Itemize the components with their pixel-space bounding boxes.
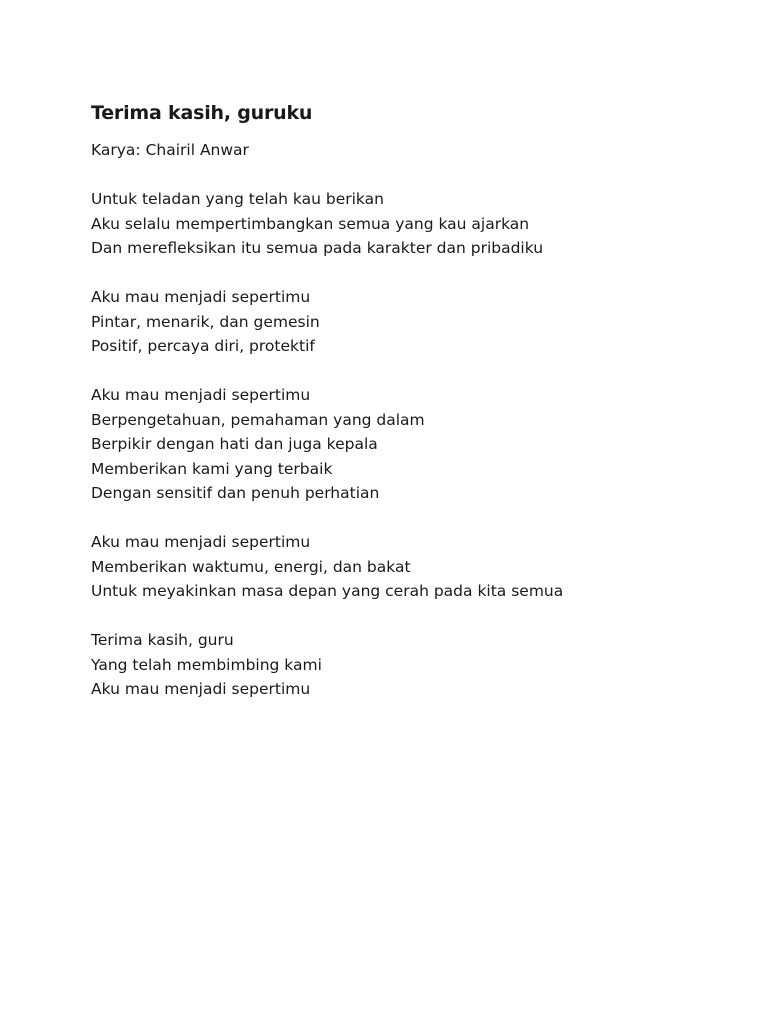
poem-line: Dan merefleksikan itu semua pada karakter dan pribadiku: [91, 239, 544, 257]
poem-line: Aku selalu mempertimbangkan semua yang kau ajarkan: [91, 214, 530, 233]
stanza-4: [91, 530, 768, 604]
poem-line: Berpikir dengan hati dan juga kepala: [91, 435, 378, 453]
poem-line: Yang telah membimbing kami: [91, 655, 322, 674]
poem-line: Berpengetahuan, pemahaman yang dalam: [91, 410, 425, 429]
stanza-2: [91, 285, 768, 359]
poem-line: Dengan sensitif dan penuh perhatian: [91, 484, 380, 502]
poem-line: Aku mau menjadi sepertimu: [91, 680, 311, 698]
poem-line: Memberikan waktumu, energi, dan bakat: [91, 557, 411, 576]
poem-line: Aku mau menjadi sepertimu: [91, 288, 311, 306]
poem-line: Aku mau menjadi sepertimu: [91, 386, 311, 404]
poem-line: Untuk teladan yang telah kau berikan: [91, 190, 384, 208]
poem-line: Positif, percaya diri, protektif: [91, 337, 315, 355]
poem-author: Karya: Chairil Anwar: [91, 141, 249, 159]
poem-title: Terima kasih, guruku: [91, 102, 313, 124]
stanza-3: [91, 383, 768, 506]
poem-line: Aku mau menjadi sepertimu: [91, 533, 311, 551]
poem-line: Memberikan kami yang terbaik: [91, 459, 333, 478]
poem-line: Pintar, menarik, dan gemesin: [91, 312, 320, 331]
stanza-5: [91, 628, 768, 702]
stanza-1: [91, 187, 768, 261]
poem-line: Untuk meyakinkan masa depan yang cerah pada kita semua: [91, 582, 564, 600]
poem-line: Terima kasih, guru: [91, 631, 234, 649]
